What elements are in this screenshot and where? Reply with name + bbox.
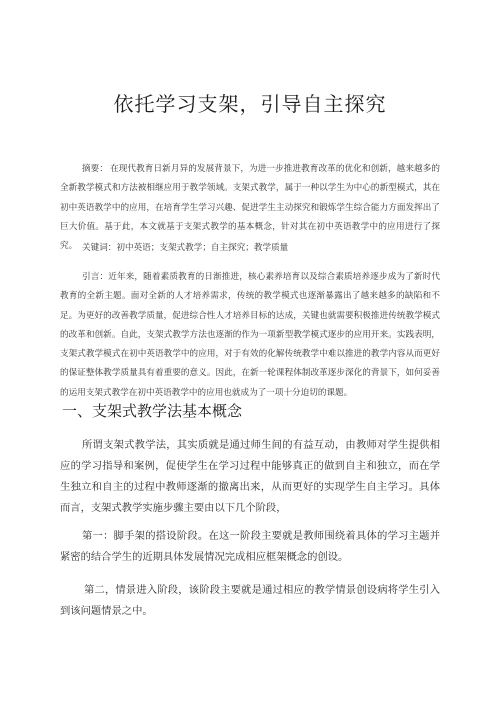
page-title: 依托学习支架，引导自主探究 [113, 92, 387, 116]
introduction-paragraph [60, 268, 440, 403]
keywords-text: 初中英语；支架式教学；自主探究；教学质量 [116, 243, 289, 253]
keywords-label: 关键词： [82, 243, 117, 253]
abstract-text: 在现代教育日新月异的发展背景下，为进一步推进教育改革的优化和创新，越来越多的全新教学模式和方法被相继应用于教学领域。支架式教学，属于一种以学生为中心的新型模式，其在初中英语教学中的应用，在培育学生学习兴趣、促进学生主动探究和锻炼学生综合能力方面发挥出了巨大价值。基于此，本文就基于支架式教学的基本概念，针对其在初中英语教学中的应用进行了探究。 [60, 164, 440, 252]
introduction-text: 近年来，随着素质教育的日渐推进，核心素养培育以及综合素质培养逐步成为了新时代教育的全新主题。面对全新的人才培养需求，传统的教学模式也逐渐暴露出了越来越多的缺陷和不足。为更好的改善教学质量，促进综合性人才培养目标的达成，关键也就需要积极推进传统教学模式的改革和创新。自此，支架式教学方法也逐渐的作为一项新型教学模式逐步的应用开来。实践表明，支架式教学模式在初中英语教学中的应用，对于有效的化解传统教学中难以推进的教学内容从而更好的保证整体教学质量具有着重要的意义。因此，在新一轮课程体制改革逐步深化的背景下，如何妥善的运用支架式教学在初中英语教学中的应用也就成为了一项十分迫切的课题。 [60, 272, 440, 398]
section-heading: 一、支架式教学法基本概念 [62, 402, 243, 420]
keywords-paragraph [60, 239, 440, 258]
body-paragraph-1: 所谓支架式教学法，其实质就是通过师生间的有益互动，由教师对学生提供相应的学习指导和案例，促使学生在学习过程中能够真正的做到自主和独立，而在学生独立和自主的过程中教师逐渐的撤离出来，从而更好的实现学生自主学习。具体而言，支架式教学实施步骤主要由以下几个阶段， [60, 439, 440, 514]
abstract-label: 摘要： [82, 164, 109, 174]
body-paragraph-2: 第一：脚手架的搭设阶段。在这一阶段主要就是教师围绕着具体的学习主题并紧密的结合学生的近期具体发展情况完成相应框架概念的创设。 [60, 530, 440, 563]
introduction-label: 引言： [82, 272, 109, 282]
body-paragraph-3: 第二，情景进入阶段，该阶段主要就是通过相应的教学情景创设病将学生引入到该问题情景之中。 [60, 584, 440, 617]
